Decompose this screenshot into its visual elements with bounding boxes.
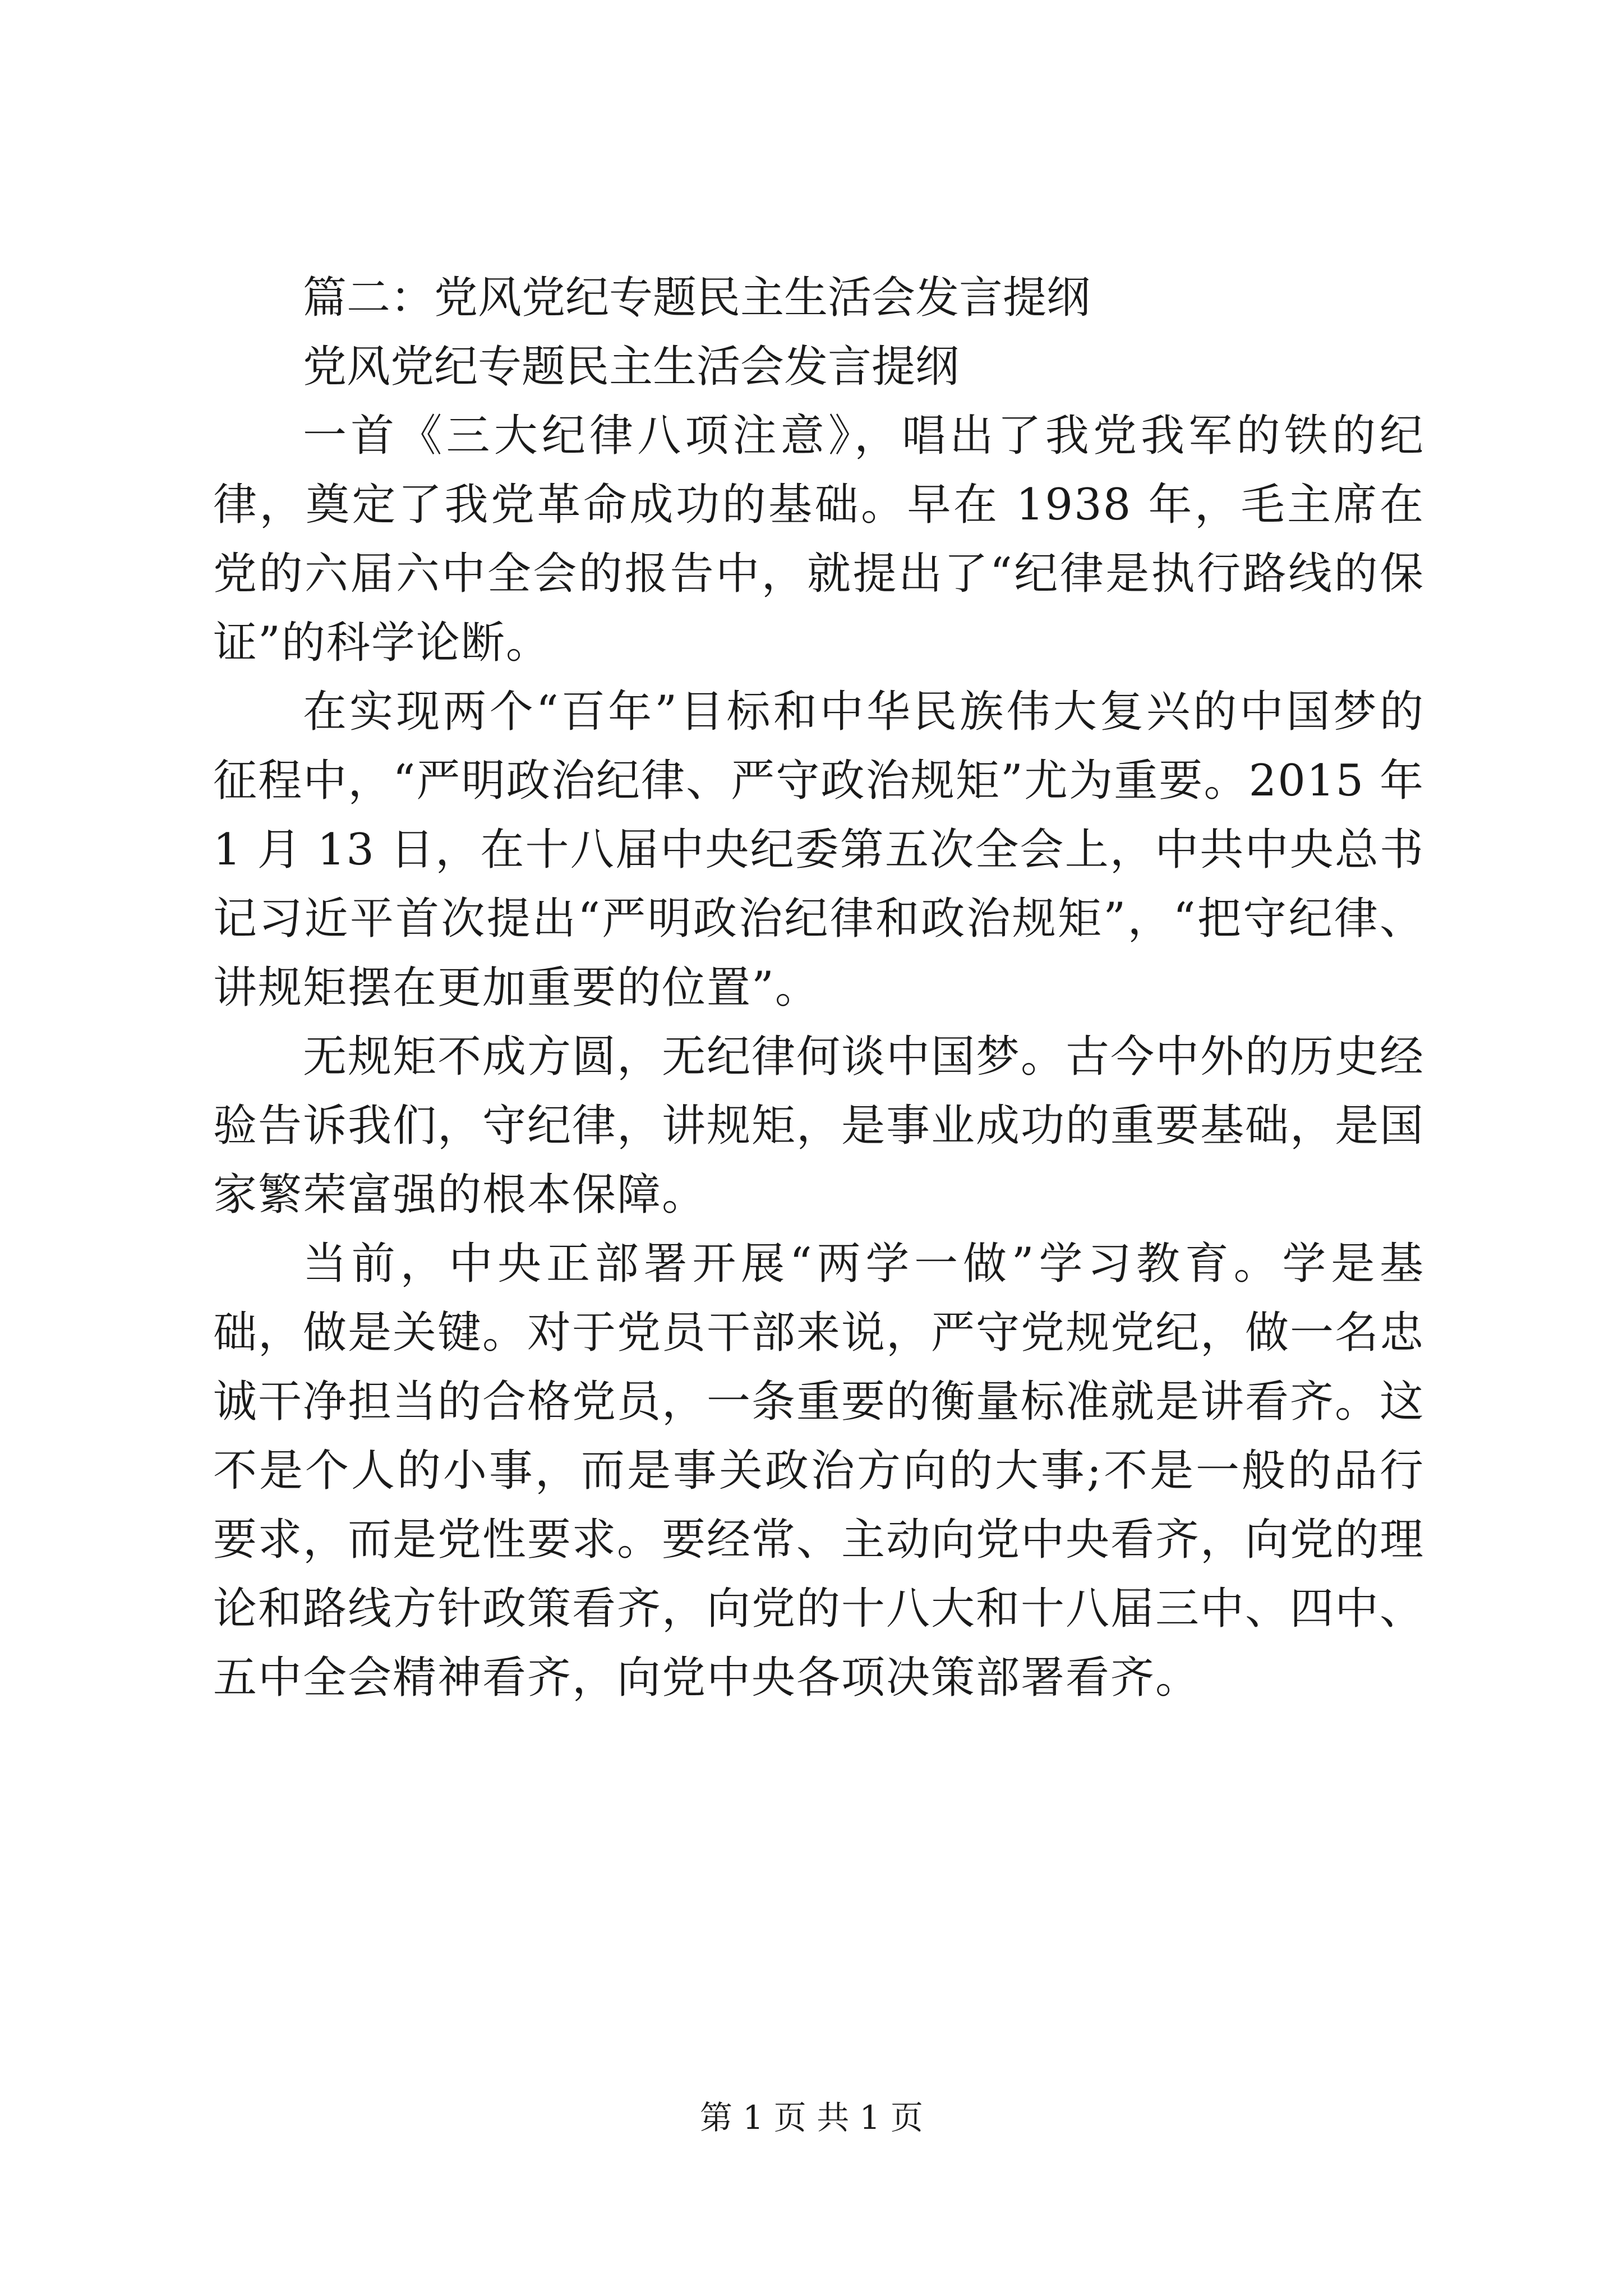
page-number-footer: 第 1 页 共 1 页 bbox=[700, 2099, 923, 2137]
section-title: 篇二：党风党纪专题民主生活会发言提纲 bbox=[303, 273, 1091, 323]
paragraph-2: 在实现两个“百年”目标和中华民族伟大复兴的中国梦的征程中，“严明政治纪律、严守政治规矩”尤为重要。2015 年 1 月 13 日，在十八届中央纪委第五次全会上，中共中央总书记习近平首次提出“严明政治纪律和政治规矩”，“把守纪律、讲规矩摆在更加重要的位置”。 bbox=[213, 687, 1424, 1013]
document-title: 党风党纪专题民主生活会发言提纲 bbox=[303, 342, 960, 392]
paragraph-3: 无规矩不成方圆，无纪律何谈中国梦。古今中外的历史经验告诉我们，守纪律，讲规矩，是事业成功的重要基础，是国家繁荣富强的根本保障。 bbox=[213, 1032, 1425, 1220]
paragraph-1: 一首《三大纪律八项注意》，唱出了我党我军的铁的纪律，奠定了我党革命成功的基础。早在 1938 年，毛主席在党的六届六中全会的报告中，就提出了“纪律是执行路线的保证”的科学论断。 bbox=[213, 411, 1424, 668]
document-body bbox=[213, 264, 1424, 1713]
paragraph-4: 当前，中央正部署开展“两学一做”学习教育。学是基础，做是关键。对于党员干部来说，严守党规党纪，做一名忠诚干净担当的合格党员，一条重要的衡量标准就是讲看齐。这不是个人的小事，而是事关政治方向的大事;不是一般的品行要求，而是党性要求。要经常、主动向党中央看齐，向党的理论和路线方针政策看齐，向党的十八大和十八届三中、四中、五中全会精神看齐，向党中央各项决策部署看齐。 bbox=[213, 1239, 1425, 1703]
